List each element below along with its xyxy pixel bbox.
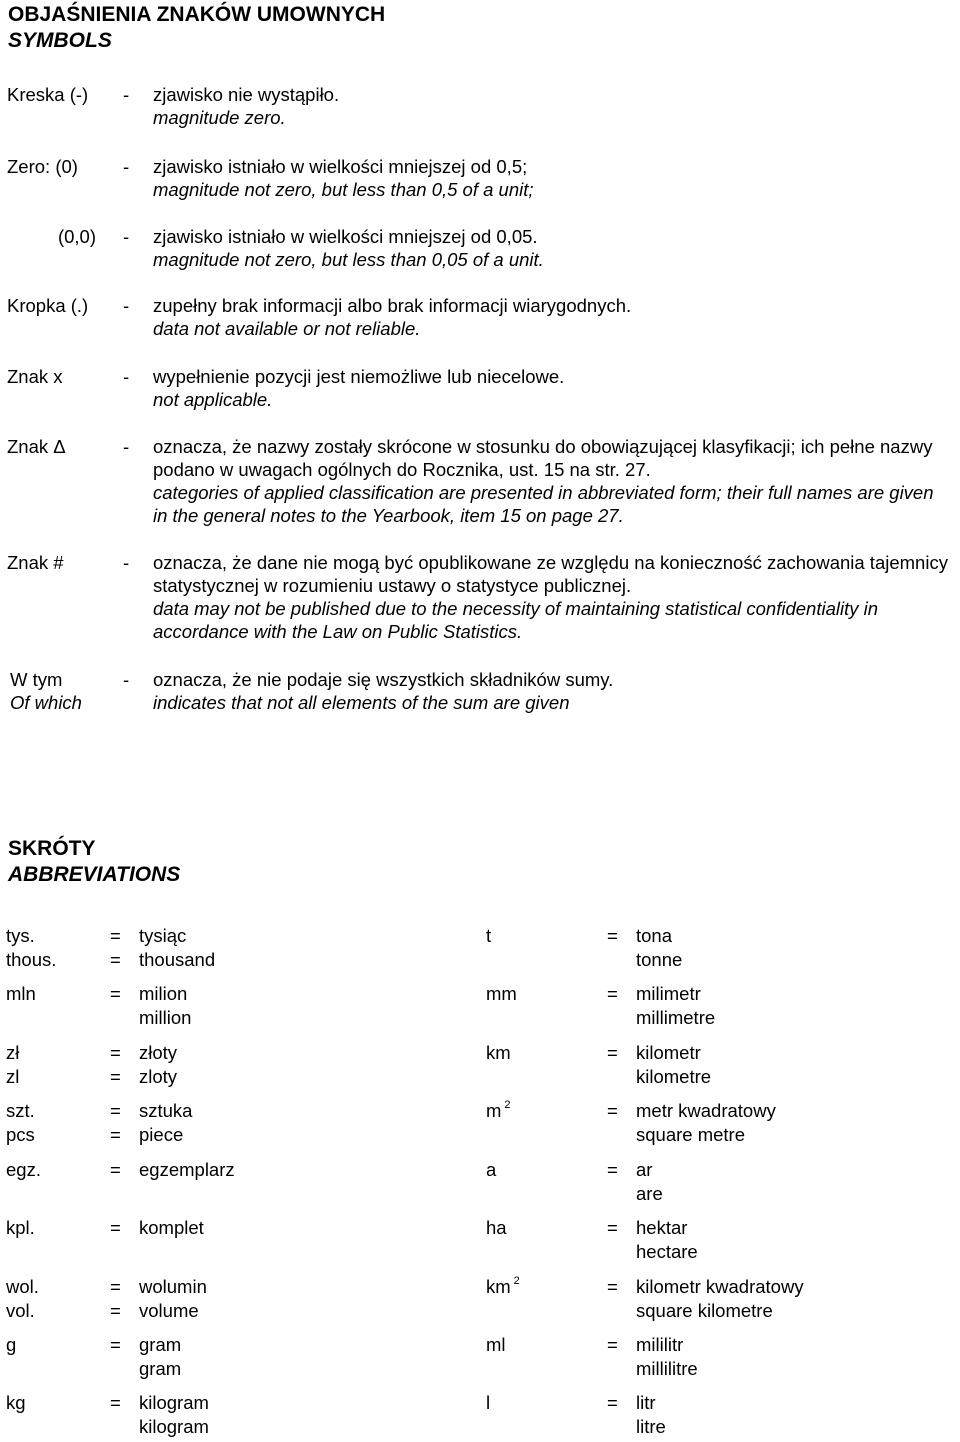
abbreviation-left-meaning-en: kilogram — [139, 1416, 209, 1437]
symbol-description-pl: oznacza, że nie podaje się wszystkich składników sumy. — [153, 669, 614, 690]
abbreviation-right-meaning: kilometr — [636, 1042, 701, 1063]
abbreviation-left: szt. — [6, 1100, 35, 1121]
abbreviation-left: g — [6, 1334, 17, 1355]
abbreviation-right-symbol: l — [486, 1392, 491, 1413]
symbols-heading-pl: OBJAŚNIENIA ZNAKÓW UMOWNYCH — [8, 3, 386, 26]
symbol-description-pl: oznacza, że dane nie mogą być opublikowane ze względu na konieczność zachowania tajemnicy statystycznej w rozumieniu ustawy o statystyce publicznej. — [153, 552, 948, 596]
symbol-description-en: categories of applied classification are presented in abbreviated form; their full names are given in the general notes to the Yearbook, item 15 on page 27. — [153, 482, 934, 526]
abbreviation-left-meaning: kilogram — [139, 1392, 209, 1413]
abbreviation-left-meaning: złoty — [139, 1042, 178, 1063]
symbol-dash: - — [123, 366, 130, 387]
equals-sign: = — [110, 1066, 121, 1087]
symbol-description — [153, 294, 953, 340]
symbol-label-en: Of which — [10, 692, 82, 713]
abbreviation-left-meaning-en: thousand — [139, 949, 216, 970]
symbol-label-pl: W tym — [10, 669, 63, 690]
symbol-description-en: not applicable. — [153, 389, 273, 410]
equals-sign: = — [110, 983, 121, 1004]
abbreviation-left-meaning: milion — [139, 983, 188, 1004]
abbreviation-right-meaning-en: millimetre — [636, 1007, 716, 1028]
equals-sign: = — [607, 1334, 618, 1355]
equals-sign: = — [607, 1392, 618, 1413]
equals-sign: = — [607, 1042, 618, 1063]
abbreviations-heading — [8, 836, 180, 888]
symbol-description-en: indicates that not all elements of the sum are given — [153, 692, 570, 713]
abbreviation-right — [486, 1391, 490, 1415]
equals-sign: = — [110, 1124, 121, 1145]
abbreviation-left-meaning: egzemplarz — [139, 1159, 235, 1180]
symbol-label: Kropka (.) — [7, 295, 89, 316]
symbol-description-pl: zjawisko istniało w wielkości mniejszej od 0,05. — [153, 226, 538, 247]
abbreviation-left: kg — [6, 1392, 26, 1413]
equals-sign: = — [110, 1392, 121, 1413]
abbreviation-right-meaning: ar — [636, 1159, 653, 1180]
equals-sign: = — [110, 925, 121, 946]
equals-sign: = — [110, 1217, 121, 1238]
symbol-description — [153, 435, 953, 527]
abbreviation-right-symbol: m — [486, 1100, 502, 1121]
abbreviation-right-meaning-en: tonne — [636, 949, 683, 970]
symbol-description-pl: zjawisko nie wystąpiło. — [153, 84, 340, 105]
symbol-label: Znak Δ — [7, 436, 66, 457]
abbreviation-left-meaning-en: zloty — [139, 1066, 178, 1087]
abbreviation-left-meaning-en: volume — [139, 1300, 199, 1321]
symbol-dash: - — [123, 156, 130, 177]
abbreviation-left-en: thous. — [6, 949, 57, 970]
abbreviation-left-en: zl — [6, 1066, 20, 1087]
abbreviation-right — [486, 1099, 511, 1127]
symbol-description-pl: zupełny brak informacji albo brak informacji wiarygodnych. — [153, 295, 632, 316]
abbreviation-left: tys. — [6, 925, 35, 946]
abbreviation-right-symbol: t — [486, 925, 492, 946]
equals-sign: = — [607, 1217, 618, 1238]
abbreviation-right — [486, 1158, 496, 1182]
abbreviation-right-meaning-en: millilitre — [636, 1358, 698, 1379]
abbreviation-right-symbol: km — [486, 1276, 511, 1297]
equals-sign: = — [110, 1334, 121, 1355]
abbreviation-right — [486, 982, 517, 1006]
symbol-label: (0,0) — [57, 226, 96, 247]
equals-sign: = — [110, 1300, 121, 1321]
abbreviation-right — [486, 1216, 507, 1240]
symbol-description — [153, 155, 953, 201]
abbreviation-left-meaning-en: piece — [139, 1124, 184, 1145]
equals-sign: = — [607, 1276, 618, 1297]
symbol-description — [153, 365, 953, 411]
abbreviation-left: egz. — [6, 1159, 41, 1180]
abbreviation-right-meaning-en: square metre — [636, 1124, 745, 1145]
superscript-exponent: 2 — [513, 1275, 520, 1287]
abbreviation-left-meaning-en: million — [139, 1007, 192, 1028]
equals-sign: = — [110, 949, 121, 970]
abbreviation-right-meaning: tona — [636, 925, 673, 946]
abbreviation-right — [486, 1041, 511, 1065]
abbreviation-right-symbol: mm — [486, 983, 517, 1004]
abbreviation-left: mln — [6, 983, 36, 1004]
abbreviation-right-meaning: hektar — [636, 1217, 688, 1238]
abbreviations-heading-en: ABBREVIATIONS — [8, 863, 181, 886]
abbreviation-left-meaning: tysiąc — [139, 925, 187, 946]
abbreviation-right — [486, 1333, 506, 1357]
equals-sign: = — [110, 1100, 121, 1121]
symbol-dash: - — [123, 295, 130, 316]
equals-sign: = — [110, 1159, 121, 1180]
abbreviation-right-meaning-en: kilometre — [636, 1066, 712, 1087]
abbreviations-heading-pl: SKRÓTY — [8, 837, 96, 860]
abbreviation-left-meaning: komplet — [139, 1217, 204, 1238]
symbol-dash: - — [123, 669, 130, 690]
abbreviation-right-symbol: ha — [486, 1217, 507, 1238]
symbol-description-en: magnitude not zero, but less than 0,5 of a unit; — [153, 179, 534, 200]
symbol-description-en: magnitude not zero, but less than 0,05 of a unit. — [153, 249, 544, 270]
abbreviation-right-symbol: km — [486, 1042, 511, 1063]
abbreviation-right-meaning-en: are — [636, 1183, 663, 1204]
superscript-exponent: 2 — [504, 1099, 511, 1111]
abbreviation-right-meaning: milimetr — [636, 983, 701, 1004]
abbreviation-left-meaning: wolumin — [139, 1276, 207, 1297]
symbol-description-en: data not available or not reliable. — [153, 318, 421, 339]
symbol-description — [153, 83, 953, 129]
symbols-heading — [8, 2, 385, 54]
symbol-label — [10, 668, 82, 714]
symbol-label: Znak # — [7, 552, 64, 573]
abbreviation-right-meaning: metr kwadratowy — [636, 1100, 776, 1121]
symbol-description — [153, 225, 953, 271]
symbol-dash: - — [123, 552, 130, 573]
abbreviation-left-meaning-en: gram — [139, 1358, 182, 1379]
abbreviation-right-symbol: a — [486, 1159, 497, 1180]
abbreviation-left: wol. — [6, 1276, 39, 1297]
abbreviation-right-meaning-en: square kilometre — [636, 1300, 773, 1321]
equals-sign: = — [607, 983, 618, 1004]
symbol-label: Kreska (-) — [7, 84, 89, 105]
symbol-description-pl: wypełnienie pozycji jest niemożliwe lub niecelowe. — [153, 366, 565, 387]
equals-sign: = — [607, 1100, 618, 1121]
symbol-label: Zero: (0) — [7, 156, 78, 177]
symbol-label: Znak x — [7, 366, 63, 387]
abbreviation-left-en: vol. — [6, 1300, 35, 1321]
abbreviation-right-meaning-en: hectare — [636, 1241, 698, 1262]
abbreviation-right — [486, 1275, 520, 1303]
abbreviation-right-meaning: mililitr — [636, 1334, 684, 1355]
equals-sign: = — [607, 1159, 618, 1180]
symbol-description-en: data may not be published due to the necessity of maintaining statistical confidentiality in accordance with the Law on Public Statistics. — [153, 598, 879, 642]
abbreviation-right-meaning: litr — [636, 1392, 656, 1413]
abbreviation-right-meaning-en: litre — [636, 1416, 666, 1437]
abbreviation-right-meaning: kilometr kwadratowy — [636, 1276, 804, 1297]
symbol-dash: - — [123, 436, 130, 457]
abbreviation-left-en: pcs — [6, 1124, 35, 1145]
symbol-description-pl: oznacza, że nazwy zostały skrócone w stosunku do obowiązującej klasyfikacji; ich pełne nazwy podano w uwagach ogólnych do Rocznika, ust. 15 na str. 27. — [153, 436, 933, 480]
symbol-description-pl: zjawisko istniało w wielkości mniejszej od 0,5; — [153, 156, 528, 177]
symbol-description — [153, 668, 953, 714]
abbreviation-left-meaning: gram — [139, 1334, 182, 1355]
symbols-heading-en: SYMBOLS — [8, 29, 112, 52]
abbreviation-right-symbol: ml — [486, 1334, 506, 1355]
abbreviation-right — [486, 924, 491, 948]
abbreviation-left: zł — [6, 1042, 20, 1063]
equals-sign: = — [110, 1042, 121, 1063]
symbol-description — [153, 551, 953, 643]
symbol-dash: - — [123, 226, 130, 247]
symbol-dash: - — [123, 84, 130, 105]
abbreviation-left-meaning: sztuka — [139, 1100, 193, 1121]
equals-sign: = — [607, 925, 618, 946]
abbreviation-left: kpl. — [6, 1217, 35, 1238]
equals-sign: = — [110, 1276, 121, 1297]
symbol-description-en: magnitude zero. — [153, 107, 286, 128]
